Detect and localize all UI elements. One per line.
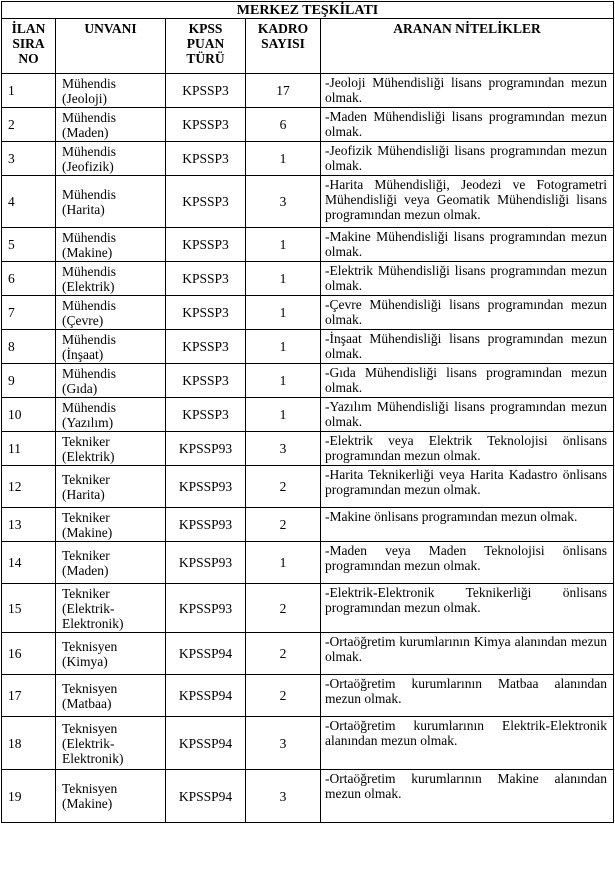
unvan-cell — [56, 633, 166, 675]
unvan-line: (Maden) — [62, 562, 109, 578]
kpss-puan-turu-cell: KPSSP94 — [166, 717, 246, 770]
unvan-cell — [56, 542, 166, 584]
unvan-line: Elektronik) — [62, 615, 124, 631]
table-row — [2, 398, 614, 432]
unvan-line: Mühendis — [62, 109, 116, 125]
unvan-line: (Jeoloji) — [62, 90, 107, 106]
table-row — [2, 466, 614, 508]
aranan-nitelikler-cell: -İnşaat Mühendisliği lisans programından mezun olmak. — [321, 330, 614, 364]
unvan-line: (Yazılım) — [62, 414, 114, 430]
unvan-cell — [56, 262, 166, 296]
aranan-nitelikler-cell: -Ortaöğretim kurumlarının Kimya alanından mezun olmak. — [321, 633, 614, 675]
aranan-nitelikler-cell: -Ortaöğretim kurumlarının Elektrik-Elektronik alanından mezun olmak. — [321, 717, 614, 770]
table-row — [2, 508, 614, 542]
aranan-nitelikler-cell: -Makine Mühendisliği lisans programından mezun olmak. — [321, 228, 614, 262]
unvan-line: (Harita) — [62, 201, 105, 217]
kpss-puan-turu-cell: KPSSP3 — [166, 108, 246, 142]
unvan-line: (Elektrik) — [62, 448, 115, 464]
unvan-line: (Elektrik- — [62, 600, 115, 616]
unvan-cell — [56, 74, 166, 108]
aranan-nitelikler-cell: -Gıda Mühendisliği lisans programından mezun olmak. — [321, 364, 614, 398]
ilan-sira-no-cell: 3 — [2, 142, 56, 176]
table-row — [2, 108, 614, 142]
kadro-sayisi-cell: 2 — [246, 584, 321, 633]
table-row — [2, 262, 614, 296]
aranan-nitelikler-cell: -Harita Teknikerliği veya Harita Kadastro önlisans programından mezun olmak. — [321, 466, 614, 508]
kpss-puan-turu-cell: KPSSP93 — [166, 466, 246, 508]
unvan-line: (Gıda) — [62, 380, 98, 396]
unvan-line: (Jeofizik) — [62, 158, 114, 174]
ilan-sira-no-cell: 5 — [2, 228, 56, 262]
unvan-line: Mühendis — [62, 143, 116, 159]
kpss-puan-turu-cell: KPSSP3 — [166, 176, 246, 228]
unvan-line: Mühendis — [62, 365, 116, 381]
ilan-sira-no-cell: 11 — [2, 432, 56, 466]
aranan-nitelikler-cell: -Jeofizik Mühendisliği lisans programından mezun olmak. — [321, 142, 614, 176]
unvan-cell — [56, 432, 166, 466]
kadro-sayisi-cell: 1 — [246, 296, 321, 330]
unvan-line: Mühendis — [62, 229, 116, 245]
unvan-cell — [56, 108, 166, 142]
ilan-sira-no-cell: 13 — [2, 508, 56, 542]
table-title: MERKEZ TEŞKİLATI — [2, 2, 614, 19]
aranan-nitelikler-cell: -Jeoloji Mühendisliği lisans programından mezun olmak. — [321, 74, 614, 108]
aranan-nitelikler-cell: -Yazılım Mühendisliği lisans programından mezun olmak. — [321, 398, 614, 432]
unvan-line: Teknisyen — [62, 680, 118, 696]
unvan-line: Elektronik) — [62, 750, 124, 766]
kadro-sayisi-cell: 1 — [246, 142, 321, 176]
kadro-sayisi-cell: 3 — [246, 176, 321, 228]
kpss-puan-turu-cell: KPSSP3 — [166, 398, 246, 432]
kadro-sayisi-cell: 2 — [246, 675, 321, 717]
table-row — [2, 74, 614, 108]
table-row — [2, 432, 614, 466]
header-ilan-line: İLAN — [11, 21, 46, 36]
kpss-puan-turu-cell: KPSSP3 — [166, 142, 246, 176]
ilan-sira-no-cell: 15 — [2, 584, 56, 633]
unvan-line: (Makine) — [62, 796, 113, 811]
table-body — [2, 74, 614, 823]
kadro-sayisi-cell: 1 — [246, 330, 321, 364]
aranan-nitelikler-cell: -Ortaöğretim kurumlarının Makine alanından mezun olmak. — [321, 770, 614, 823]
ilan-sira-no-cell: 17 — [2, 675, 56, 717]
unvan-cell — [56, 296, 166, 330]
header-kpss-line2: PUAN — [186, 36, 225, 51]
table-row — [2, 542, 614, 584]
kadro-sayisi-cell: 1 — [246, 228, 321, 262]
ilan-sira-no-cell: 9 — [2, 364, 56, 398]
unvan-cell — [56, 398, 166, 432]
unvan-cell — [56, 584, 166, 633]
header-ilan-sira-no — [2, 19, 56, 74]
unvan-line: Mühendis — [62, 399, 116, 415]
unvan-cell — [56, 228, 166, 262]
unvan-cell — [56, 364, 166, 398]
kadro-sayisi-cell: 3 — [246, 717, 321, 770]
kpss-puan-turu-cell: KPSSP94 — [166, 675, 246, 717]
unvan-cell — [56, 142, 166, 176]
unvan-line: Mühendis — [62, 263, 116, 279]
unvan-line: (Elektrik- — [62, 735, 115, 751]
header-kpss-line1: KPSS — [188, 21, 223, 36]
unvan-line: (İnşaat) — [62, 346, 104, 362]
table-row — [2, 296, 614, 330]
kpss-puan-turu-cell: KPSSP93 — [166, 542, 246, 584]
ilan-sira-no-cell: 2 — [2, 108, 56, 142]
unvan-cell — [56, 466, 166, 508]
aranan-nitelikler-cell: -Ortaöğretim kurumlarının Matbaa alanından mezun olmak. — [321, 675, 614, 717]
header-unvani: UNVANI — [56, 19, 166, 74]
unvan-line: (Makine) — [62, 244, 113, 260]
kadro-sayisi-cell: 17 — [246, 74, 321, 108]
aranan-nitelikler-cell: -Maden Mühendisliği lisans programından mezun olmak. — [321, 108, 614, 142]
ilan-sira-no-cell: 18 — [2, 717, 56, 770]
kpss-puan-turu-cell: KPSSP94 — [166, 770, 246, 823]
unvan-line: Tekniker — [62, 509, 110, 525]
kpss-puan-turu-cell: KPSSP3 — [166, 74, 246, 108]
kpss-puan-turu-cell: KPSSP3 — [166, 296, 246, 330]
kadro-sayisi-cell: 2 — [246, 466, 321, 508]
kpss-puan-turu-cell: KPSSP3 — [166, 364, 246, 398]
kpss-puan-turu-cell: KPSSP3 — [166, 262, 246, 296]
aranan-nitelikler-cell: -Maden veya Maden Teknolojisi önlisans programından mezun olmak. — [321, 542, 614, 584]
ilan-sira-no-cell: 14 — [2, 542, 56, 584]
ilan-sira-no-cell: 16 — [2, 633, 56, 675]
header-sira-line: SIRA — [12, 36, 45, 51]
kadro-sayisi-cell: 6 — [246, 108, 321, 142]
aranan-nitelikler-cell: -Elektrik Mühendisliği lisans programından mezun olmak. — [321, 262, 614, 296]
unvan-line: (Harita) — [62, 486, 105, 502]
kadro-sayisi-cell: 1 — [246, 398, 321, 432]
unvan-line: (Matbaa) — [62, 695, 112, 711]
unvan-cell — [56, 508, 166, 542]
table-row — [2, 717, 614, 770]
ilan-sira-no-cell: 7 — [2, 296, 56, 330]
table-row — [2, 364, 614, 398]
unvan-cell — [56, 330, 166, 364]
kpss-puan-turu-cell: KPSSP93 — [166, 584, 246, 633]
kpss-puan-turu-cell: KPSSP3 — [166, 330, 246, 364]
ilan-sira-no-cell: 4 — [2, 176, 56, 228]
ilan-sira-no-cell: 10 — [2, 398, 56, 432]
header-kpss — [166, 19, 246, 74]
kadro-sayisi-cell: 3 — [246, 432, 321, 466]
kpss-puan-turu-cell: KPSSP93 — [166, 508, 246, 542]
kadro-sayisi-cell: 2 — [246, 508, 321, 542]
kadro-sayisi-cell: 1 — [246, 542, 321, 584]
table-row — [2, 142, 614, 176]
table-row — [2, 633, 614, 675]
unvan-line: (Elektrik) — [62, 278, 115, 294]
aranan-nitelikler-cell: -Elektrik-Elektronik Teknikerliği önlisans programından mezun olmak. — [321, 584, 614, 633]
ilan-sira-no-cell: 1 — [2, 74, 56, 108]
table-row — [2, 770, 614, 823]
unvan-line: (Çevre) — [62, 312, 104, 328]
unvan-line: Teknisyen — [62, 638, 118, 654]
header-nitelikler: ARANAN NİTELİKLER — [321, 19, 614, 74]
positions-table — [1, 1, 614, 823]
table-row — [2, 176, 614, 228]
header-kadro — [246, 19, 321, 74]
unvan-line: Mühendis — [62, 331, 116, 347]
unvan-line: Tekniker — [62, 471, 110, 487]
unvan-line: (Makine) — [62, 524, 113, 540]
header-kadro-line2: SAYISI — [261, 36, 305, 51]
unvan-line: Mühendis — [62, 297, 116, 313]
unvan-line: Mühendis — [62, 75, 116, 91]
kadro-sayisi-cell: 1 — [246, 364, 321, 398]
kadro-sayisi-cell: 2 — [246, 633, 321, 675]
ilan-sira-no-cell: 12 — [2, 466, 56, 508]
unvan-line: Tekniker — [62, 547, 110, 563]
kadro-sayisi-cell: 1 — [246, 262, 321, 296]
kadro-sayisi-cell: 3 — [246, 770, 321, 823]
aranan-nitelikler-cell: -Çevre Mühendisliği lisans programından mezun olmak. — [321, 296, 614, 330]
unvan-line: (Maden) — [62, 124, 109, 140]
kpss-puan-turu-cell: KPSSP93 — [166, 432, 246, 466]
header-kpss-line3: TÜRÜ — [186, 51, 225, 66]
kpss-puan-turu-cell: KPSSP3 — [166, 228, 246, 262]
unvan-line: Mühendis — [62, 186, 116, 202]
table-row — [2, 675, 614, 717]
unvan-cell — [56, 717, 166, 770]
unvan-line: Teknisyen — [62, 720, 118, 736]
ilan-sira-no-cell: 6 — [2, 262, 56, 296]
aranan-nitelikler-cell: -Elektrik veya Elektrik Teknolojisi önlisans programından mezun olmak. — [321, 432, 614, 466]
ilan-sira-no-cell: 19 — [2, 770, 56, 823]
unvan-line: Tekniker — [62, 585, 110, 601]
aranan-nitelikler-cell: -Makine önlisans programından mezun olmak. — [321, 508, 614, 542]
table-row — [2, 228, 614, 262]
unvan-line: Teknisyen — [62, 781, 118, 796]
unvan-line: (Kimya) — [62, 653, 108, 669]
kpss-puan-turu-cell: KPSSP94 — [166, 633, 246, 675]
aranan-nitelikler-cell: -Harita Mühendisliği, Jeodezi ve Fotogrametri Mühendisliği veya Geomatik Mühendisliği lisans programından mezun olmak. — [321, 176, 614, 228]
table-row — [2, 584, 614, 633]
ilan-sira-no-cell: 8 — [2, 330, 56, 364]
unvan-cell — [56, 675, 166, 717]
unvan-cell — [56, 770, 166, 823]
header-no-line: NO — [18, 51, 39, 66]
header-row — [2, 19, 614, 74]
header-kadro-line1: KADRO — [257, 21, 309, 36]
table-row — [2, 330, 614, 364]
unvan-cell — [56, 176, 166, 228]
unvan-line: Tekniker — [62, 433, 110, 449]
